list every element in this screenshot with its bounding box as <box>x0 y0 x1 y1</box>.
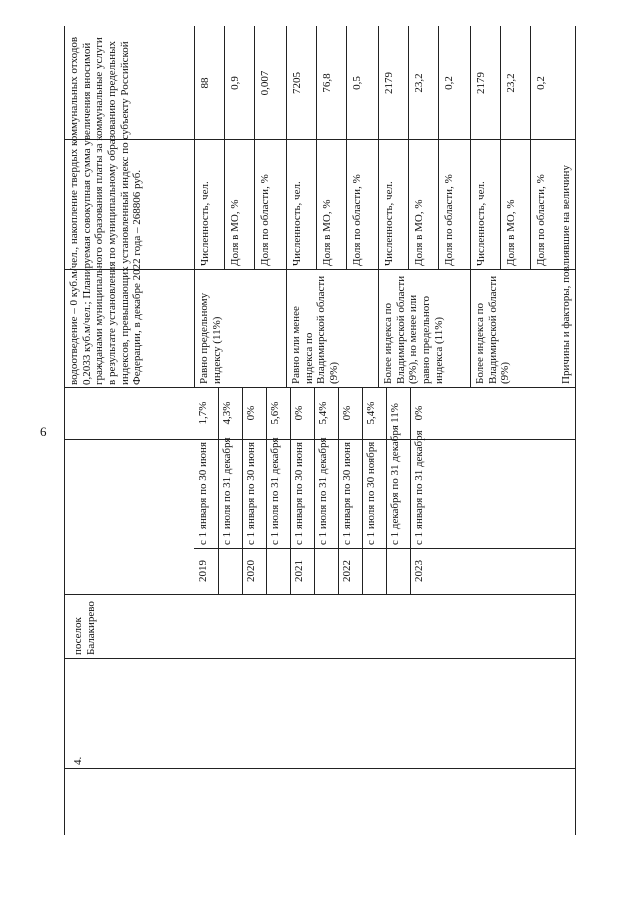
grid-line <box>316 26 317 270</box>
metric-value: 0,007 <box>259 70 271 96</box>
year-cell <box>269 551 287 591</box>
year-cell <box>317 551 335 591</box>
metric-label: Численность, чел. <box>475 181 487 266</box>
index-cell: 11% <box>389 403 401 423</box>
grid-line <box>314 388 315 595</box>
period-cell: с 1 января по 30 июня <box>293 441 305 545</box>
grid-line <box>470 26 471 388</box>
metric-value: 0,9 <box>229 76 241 90</box>
metric-value: 88 <box>199 77 211 89</box>
grid-line <box>254 26 255 270</box>
index-cell: 5,6% <box>269 401 281 425</box>
grid-line <box>64 768 576 769</box>
metric-label: Доля по области, % <box>535 174 547 266</box>
metric-value: 76,8 <box>321 73 333 93</box>
metric-label: Численность, чел. <box>383 181 395 266</box>
metric-value: 0,2 <box>443 76 455 90</box>
grid-line <box>64 658 576 659</box>
year-cell: 2023 <box>413 560 425 582</box>
grid-line <box>408 26 409 270</box>
category-label: Более индекса по Владимирской области (9%), но менее или равно предельного индекса (11%) <box>382 275 445 384</box>
metric-value: 0,5 <box>351 76 363 90</box>
grid-line <box>194 26 195 388</box>
category-label: Более индекса по Владимирской области (9%) <box>474 275 512 384</box>
metric-label: Доля в МО, % <box>413 199 425 266</box>
period-cell: с 1 июля по 31 декабря <box>221 437 233 545</box>
period-cell: с 1 июля по 30 ноября <box>365 441 377 545</box>
period-cell: с 1 января по 30 июня <box>197 441 209 545</box>
grid-line <box>194 548 576 549</box>
grid-line <box>286 26 287 388</box>
metric-label: Доля в МО, % <box>505 199 517 266</box>
metric-value: 23,2 <box>505 73 517 93</box>
settlement-name: поселок Балакирево <box>72 601 97 655</box>
category-label: Равно или менее индекса по Владимирской области (9%) <box>290 275 340 384</box>
metric-label: Доля по области, % <box>443 174 455 266</box>
grid-line <box>530 26 531 270</box>
row-number: 4. <box>72 756 84 765</box>
index-cell: 0% <box>293 405 305 421</box>
period-cell: с 1 июля по 31 декабря <box>317 437 329 545</box>
metric-label: Доля в МО, % <box>321 199 333 266</box>
grid-line <box>218 388 219 595</box>
metric-value: 0,2 <box>535 76 547 90</box>
grid-line <box>438 26 439 270</box>
grid-line <box>266 388 267 595</box>
metric-label: Доля в МО, % <box>229 199 241 266</box>
year-cell: 2022 <box>341 560 353 582</box>
metric-value: 7205 <box>291 72 303 94</box>
grid-line <box>64 26 65 835</box>
period-cell: с 1 января по 30 июня <box>341 441 353 545</box>
grid-line <box>386 388 387 595</box>
grid-line <box>500 26 501 270</box>
grid-line <box>378 26 379 388</box>
year-cell: 2020 <box>245 560 257 582</box>
category-label: Равно предельному индексу (11%) <box>198 292 223 384</box>
metric-label: Доля по области, % <box>259 174 271 266</box>
grid-line <box>346 26 347 270</box>
period-cell: с 1 декабря по 31 декабря <box>389 425 401 545</box>
metric-value: 2179 <box>383 72 395 94</box>
period-cell: с 1 января по 30 июня <box>245 441 257 545</box>
metric-label: Численность, чел. <box>291 181 303 266</box>
year-cell <box>365 551 383 591</box>
year-cell <box>389 551 407 591</box>
index-cell: 0% <box>413 405 425 421</box>
period-cell: с 1 января по 31 декабря <box>413 430 425 545</box>
metric-label: Доля по области, % <box>351 174 363 266</box>
footer-text: Причины и факторы, повлиявшие на величину <box>560 165 572 384</box>
metric-label: Численность, чел. <box>199 181 211 266</box>
metric-value: 2179 <box>475 72 487 94</box>
metric-value: 23,2 <box>413 73 425 93</box>
top-text: водоотведение – 0 куб.м/чел., накопление твердых коммунальных отходов 0,2033 куб.м/чел.; Планируемая совокупная сумма увеличения вносимой гражданами муниципального образования платы за коммунальные услуги в результате установления по муниципальному образованию предельных индексов, превышающих установленный индекс по субъекту Российской Федерации, в декабре 2022 года – 268806 руб. <box>68 36 144 385</box>
year-cell: 2019 <box>197 560 209 582</box>
grid-line <box>64 387 576 388</box>
grid-line <box>290 388 291 595</box>
grid-line <box>575 26 576 835</box>
page-grid <box>64 26 576 835</box>
index-cell: 1,7% <box>197 401 209 425</box>
rotated-content <box>64 26 576 835</box>
index-cell: 5,4% <box>317 401 329 425</box>
page-number: 6 <box>40 424 47 439</box>
grid-line <box>338 388 339 595</box>
year-cell: 2021 <box>293 560 305 582</box>
index-cell: 5,4% <box>365 401 377 425</box>
grid-line <box>410 388 411 595</box>
period-cell: с 1 июля по 31 декабря <box>269 437 281 545</box>
year-cell <box>221 551 239 591</box>
index-cell: 0% <box>341 405 353 421</box>
grid-line <box>64 594 576 595</box>
index-cell: 0% <box>245 405 257 421</box>
grid-line <box>362 388 363 595</box>
index-cell: 4,3% <box>221 401 233 425</box>
grid-line <box>242 388 243 595</box>
grid-line <box>224 26 225 270</box>
